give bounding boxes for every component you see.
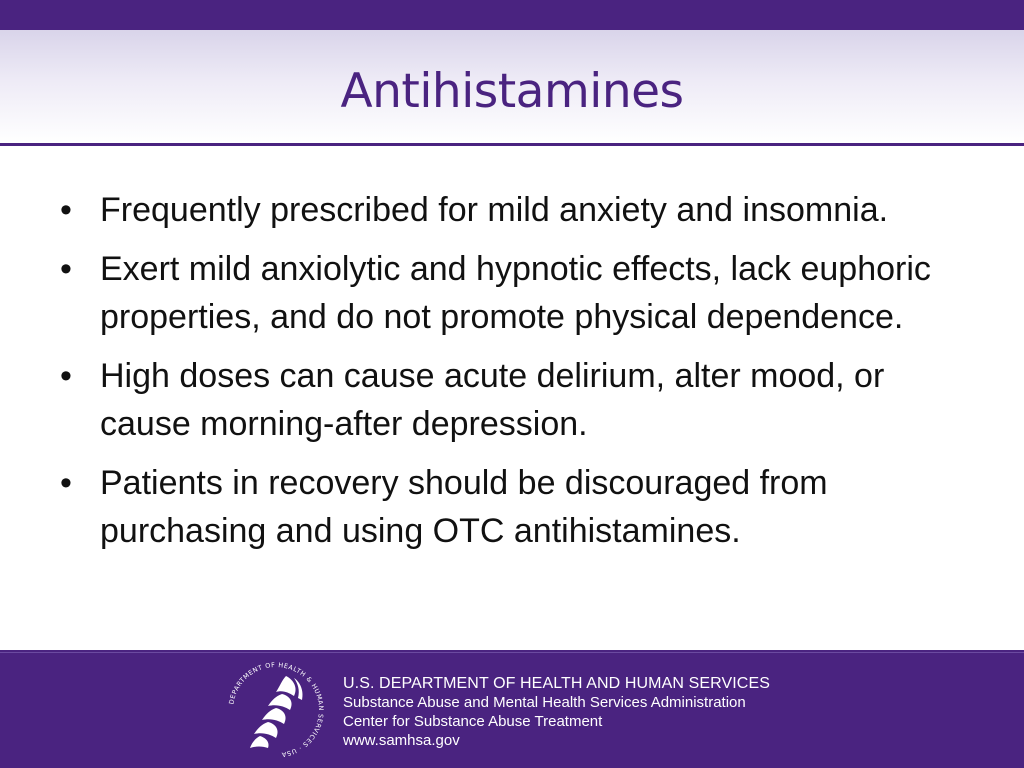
bullet-icon: • xyxy=(60,191,72,229)
bullet-item xyxy=(56,352,976,448)
bullet-icon: • xyxy=(60,357,72,395)
footer-website: www.samhsa.gov xyxy=(343,732,460,749)
seal-ring-text: DEPARTMENT OF HEALTH & HUMAN SERVICES · USA xyxy=(227,660,326,759)
footer-agency-block xyxy=(343,674,770,750)
footer-department: U.S. DEPARTMENT OF HEALTH AND HUMAN SERVICES xyxy=(343,675,770,692)
bullet-icon: • xyxy=(60,250,72,288)
bullet-icon: • xyxy=(60,464,72,502)
header-band xyxy=(0,0,1024,30)
footer-center: Center for Substance Abuse Treatment xyxy=(343,713,603,730)
footer-agency: Substance Abuse and Mental Health Services Administration xyxy=(343,694,746,711)
bullet-list xyxy=(56,186,976,566)
footer-divider xyxy=(0,652,1024,653)
bullet-item xyxy=(56,245,976,341)
slide-title: Antihistamines xyxy=(340,64,684,119)
title-divider xyxy=(0,143,1024,146)
bullet-text: Patients in recovery should be discouraged from purchasing and using OTC antihistamines. xyxy=(100,464,828,550)
bullet-text: Exert mild anxiolytic and hypnotic effects, lack euphoric properties, and do not promote physical dependence. xyxy=(100,250,931,336)
bullet-text: Frequently prescribed for mild anxiety and insomnia. xyxy=(100,191,889,229)
eagle-emblem xyxy=(250,676,303,748)
bullet-text: High doses can cause acute delirium, alter mood, or cause morning-after depression. xyxy=(100,357,885,443)
bullet-item xyxy=(56,459,976,555)
bullet-item xyxy=(56,186,976,234)
hhs-eagle-seal-icon xyxy=(224,658,328,762)
